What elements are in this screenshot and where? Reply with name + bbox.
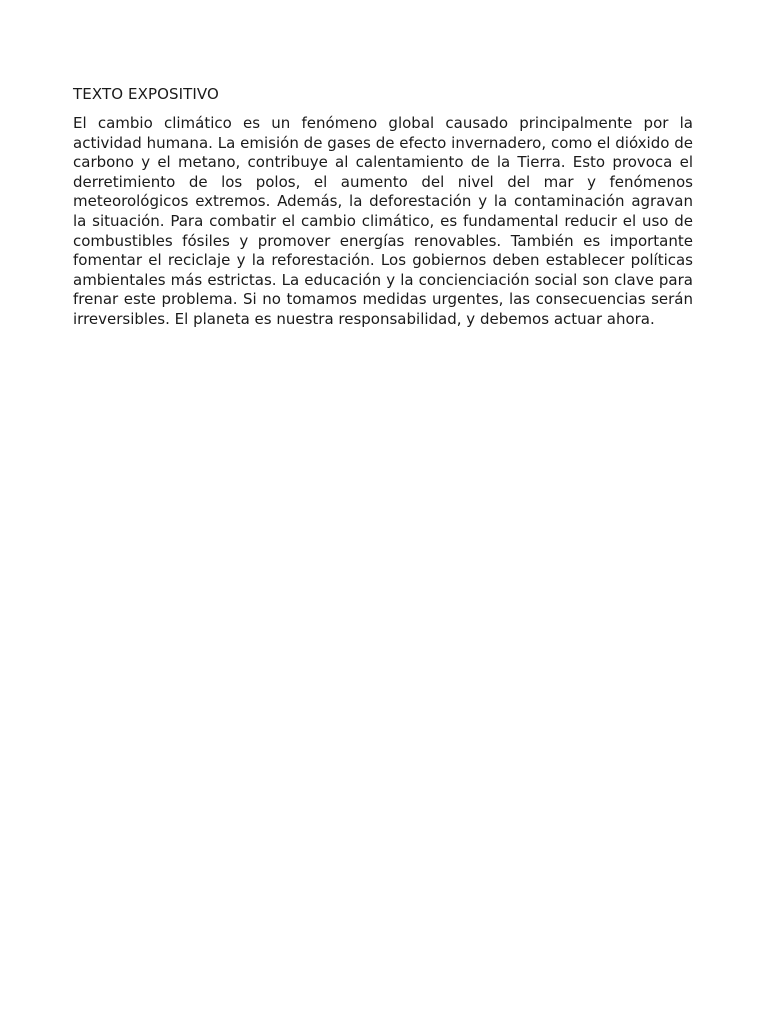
document-page xyxy=(73,84,693,330)
document-body-paragraph: El cambio climático es un fenómeno global causado principalmente por la actividad humana. La emisión de gases de efecto invernadero, como el dióxido de carbono y el metano, contribuye al calentamiento de la Tierra. Esto provoca el derretimiento de los polos, el aumento del nivel del mar y fenómenos meteorológicos extremos. Además, la deforestación y la contaminación agravan la situación. Para combatir el cambio climático, es fundamental reducir el uso de combustibles fósiles y promover energías renovables. También es importante fomentar el reciclaje y la reforestación. Los gobiernos deben establecer políticas ambientales más estrictas. La educación y la concienciación social son clave para frenar este problema. Si no tomamos medidas urgentes, las consecuencias serán irreversibles. El planeta es nuestra responsabilidad, y debemos actuar ahora. xyxy=(73,114,693,328)
document-title: TEXTO EXPOSITIVO xyxy=(73,85,219,103)
